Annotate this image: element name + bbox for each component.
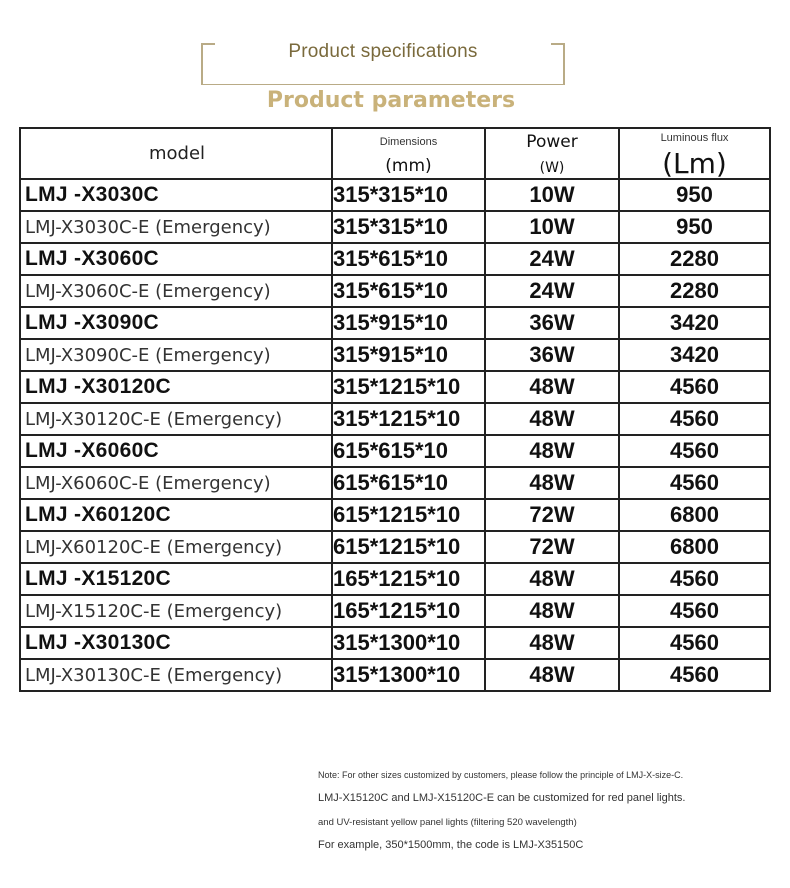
power-cell: 48W bbox=[485, 627, 619, 659]
model-cell: LMJ-X3090C-E (Emergency) bbox=[20, 339, 332, 371]
table-row bbox=[20, 371, 770, 403]
model-cell: LMJ-X30120C-E (Emergency) bbox=[20, 403, 332, 435]
header-dimensions-label: Dimensions bbox=[379, 135, 438, 148]
note-line-4: For example, 350*1500mm, the code is LMJ-X35150C bbox=[318, 839, 584, 851]
model-cell: LMJ -X15120C bbox=[20, 563, 332, 595]
model-cell: LMJ-X6060C-E (Emergency) bbox=[20, 467, 332, 499]
dimensions-cell: 315*1300*10 bbox=[332, 627, 485, 659]
power-cell: 36W bbox=[485, 307, 619, 339]
power-cell: 48W bbox=[485, 659, 619, 691]
power-cell: 48W bbox=[485, 595, 619, 627]
power-cell: 48W bbox=[485, 403, 619, 435]
flux-cell: 950 bbox=[619, 211, 770, 243]
flux-cell: 2280 bbox=[619, 243, 770, 275]
dimensions-cell: 315*1300*10 bbox=[332, 659, 485, 691]
table-row bbox=[20, 179, 770, 211]
model-cell: LMJ -X30130C bbox=[20, 627, 332, 659]
model-cell: LMJ -X3060C bbox=[20, 243, 332, 275]
model-cell: LMJ-X3060C-E (Emergency) bbox=[20, 275, 332, 307]
spec-title: Product specifications bbox=[288, 41, 478, 62]
flux-cell: 950 bbox=[619, 179, 770, 211]
header-dimensions bbox=[332, 128, 485, 179]
header-flux bbox=[619, 128, 770, 179]
flux-cell: 4560 bbox=[619, 563, 770, 595]
power-cell: 24W bbox=[485, 243, 619, 275]
model-cell: LMJ-X15120C-E (Emergency) bbox=[20, 595, 332, 627]
dimensions-cell: 615*1215*10 bbox=[332, 499, 485, 531]
param-title: Product parameters bbox=[266, 88, 516, 113]
dimensions-cell: 315*1215*10 bbox=[332, 371, 485, 403]
dimensions-cell: 315*1215*10 bbox=[332, 403, 485, 435]
table-row bbox=[20, 467, 770, 499]
table-row bbox=[20, 531, 770, 563]
power-cell: 48W bbox=[485, 435, 619, 467]
header-power bbox=[485, 128, 619, 179]
spec-table bbox=[19, 127, 771, 692]
note-line-3: and UV-resistant yellow panel lights (filtering 520 wavelength) bbox=[318, 817, 577, 828]
flux-cell: 6800 bbox=[619, 531, 770, 563]
power-cell: 48W bbox=[485, 563, 619, 595]
dimensions-cell: 615*1215*10 bbox=[332, 531, 485, 563]
model-cell: LMJ -X3030C bbox=[20, 179, 332, 211]
header-flux-unit: (Lm) bbox=[662, 147, 727, 180]
model-cell: LMJ -X30120C bbox=[20, 371, 332, 403]
power-cell: 48W bbox=[485, 371, 619, 403]
table-row bbox=[20, 339, 770, 371]
power-cell: 10W bbox=[485, 211, 619, 243]
model-cell: LMJ -X3090C bbox=[20, 307, 332, 339]
table-header-row bbox=[20, 128, 770, 179]
dimensions-cell: 315*615*10 bbox=[332, 243, 485, 275]
flux-cell: 4560 bbox=[619, 435, 770, 467]
power-cell: 72W bbox=[485, 531, 619, 563]
table-row bbox=[20, 307, 770, 339]
dimensions-cell: 615*615*10 bbox=[332, 435, 485, 467]
power-cell: 72W bbox=[485, 499, 619, 531]
table-row bbox=[20, 275, 770, 307]
table-row bbox=[20, 403, 770, 435]
table-row bbox=[20, 243, 770, 275]
table-row bbox=[20, 499, 770, 531]
header-power-label: Power bbox=[526, 132, 578, 152]
power-cell: 10W bbox=[485, 179, 619, 211]
table-row bbox=[20, 211, 770, 243]
header-dimensions-unit: (mm) bbox=[385, 155, 432, 176]
model-cell: LMJ-X3030C-E (Emergency) bbox=[20, 211, 332, 243]
dimensions-cell: 615*615*10 bbox=[332, 467, 485, 499]
dimensions-cell: 315*915*10 bbox=[332, 307, 485, 339]
flux-cell: 3420 bbox=[619, 307, 770, 339]
power-cell: 24W bbox=[485, 275, 619, 307]
note-line-2: LMJ-X15120C and LMJ-X15120C-E can be customized for red panel lights. bbox=[318, 792, 686, 804]
power-cell: 48W bbox=[485, 467, 619, 499]
model-cell: LMJ -X6060C bbox=[20, 435, 332, 467]
header-power-unit: (W) bbox=[539, 160, 565, 176]
dimensions-cell: 315*315*10 bbox=[332, 211, 485, 243]
table-row bbox=[20, 563, 770, 595]
flux-cell: 4560 bbox=[619, 467, 770, 499]
flux-cell: 4560 bbox=[619, 595, 770, 627]
header-flux-label: Luminous flux bbox=[660, 132, 729, 144]
note-line-1: Note: For other sizes customized by customers, please follow the principle of LMJ-X-size-C. bbox=[318, 770, 684, 780]
flux-cell: 4560 bbox=[619, 403, 770, 435]
flux-cell: 4560 bbox=[619, 659, 770, 691]
model-cell: LMJ-X60120C-E (Emergency) bbox=[20, 531, 332, 563]
flux-cell: 4560 bbox=[619, 627, 770, 659]
flux-cell: 4560 bbox=[619, 371, 770, 403]
dimensions-cell: 315*615*10 bbox=[332, 275, 485, 307]
header-model: model bbox=[20, 128, 332, 179]
flux-cell: 3420 bbox=[619, 339, 770, 371]
model-cell: LMJ-X30130C-E (Emergency) bbox=[20, 659, 332, 691]
power-cell: 36W bbox=[485, 339, 619, 371]
model-cell: LMJ -X60120C bbox=[20, 499, 332, 531]
table-row bbox=[20, 627, 770, 659]
table-row bbox=[20, 659, 770, 691]
table-row bbox=[20, 435, 770, 467]
dimensions-cell: 165*1215*10 bbox=[332, 563, 485, 595]
table-row bbox=[20, 595, 770, 627]
dimensions-cell: 315*315*10 bbox=[332, 179, 485, 211]
flux-cell: 2280 bbox=[619, 275, 770, 307]
dimensions-cell: 315*915*10 bbox=[332, 339, 485, 371]
flux-cell: 6800 bbox=[619, 499, 770, 531]
dimensions-cell: 165*1215*10 bbox=[332, 595, 485, 627]
